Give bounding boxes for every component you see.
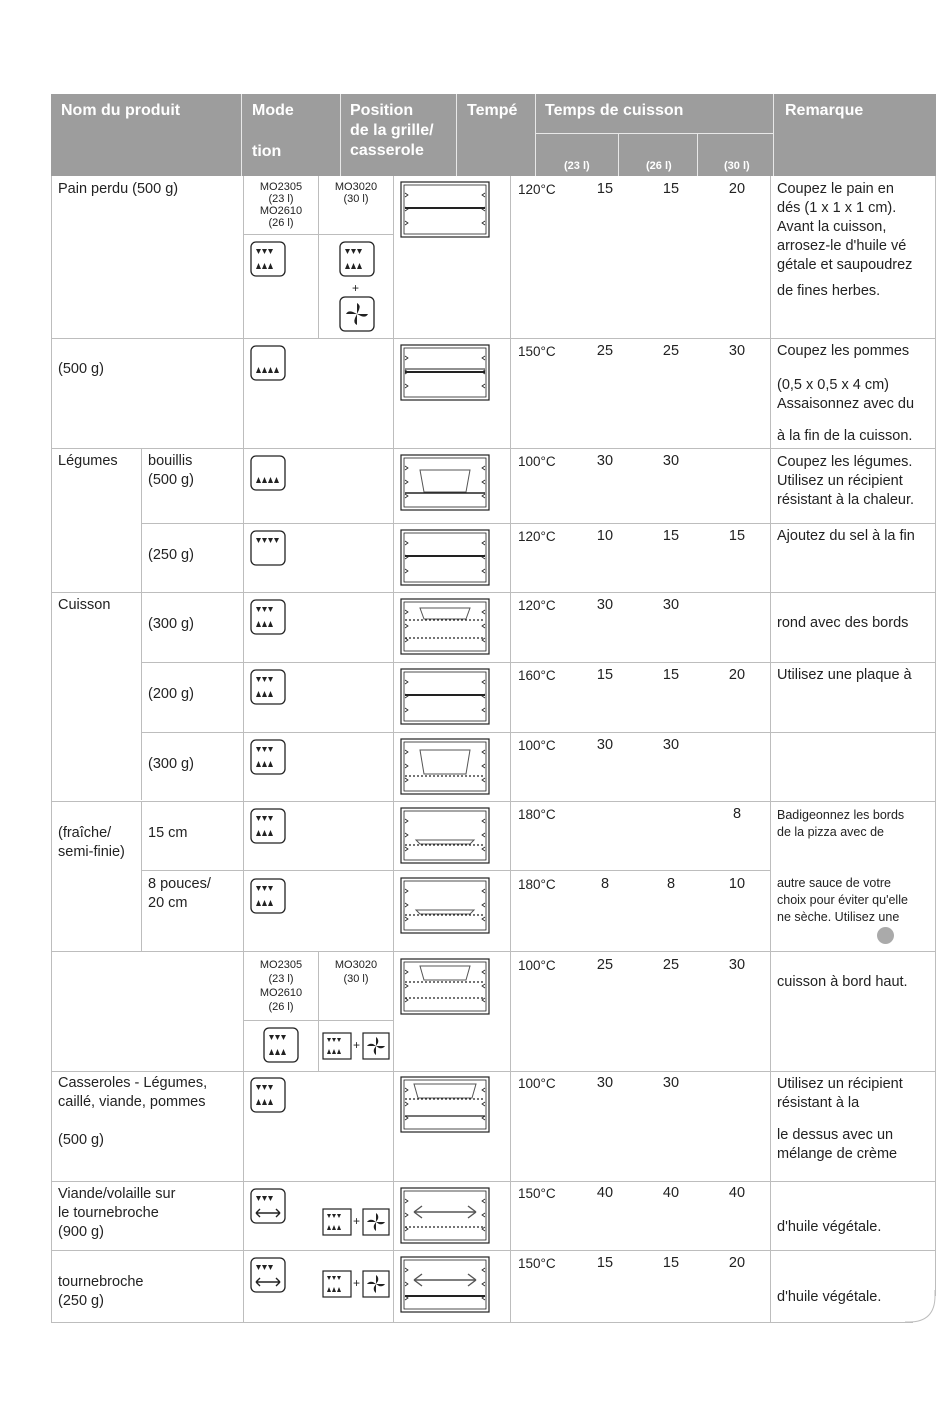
oven-dish-icon [400,454,490,511]
row13-time-30: 20 [728,1255,746,1271]
header-divider [241,94,242,176]
header-mode-cont: tion [252,143,282,160]
oven-dish-icon [400,1076,490,1133]
row10-time-30: 30 [728,957,746,973]
grill-top-bottom-icon [250,1077,286,1113]
row3-sub: bouillis (500 g) [148,453,194,488]
oven-dish-icon [400,738,490,795]
row12-temp: 150°C [518,1186,556,1201]
row12-time-26: 40 [662,1185,680,1201]
row9-remark: autre sauce de votre choix pour éviter qu'elle ne sèche. Utilisez une [777,876,908,924]
row9-time-26: 8 [666,876,676,892]
grill-top-bottom-icon [250,739,286,775]
row2-remark-end: à la fin de la cuisson. [777,428,913,444]
grill-top-bottom-icon [250,669,286,705]
grill-bottom-icon [250,455,286,491]
header-divider [535,94,536,176]
row6-time-23: 15 [596,667,614,683]
row5-remark: rond avec des bords [777,615,909,631]
row1-time-26: 15 [662,181,680,197]
row13-time-26: 15 [662,1255,680,1271]
row12-remark: d'huile végétale. [777,1219,882,1235]
row3-time-26: 30 [662,453,680,469]
fan-icon [362,1032,390,1060]
row13-product: tournebroche (250 g) [58,1274,144,1309]
row11-temp: 100°C [518,1076,556,1091]
row1-time-23: 15 [596,181,614,197]
row4-time-23: 10 [596,528,614,544]
page-marker-dot [877,927,894,944]
oven-dish-icon [400,958,490,1015]
plus-sign: + [352,281,360,295]
header-size-23: (23 l) [564,160,590,172]
row11-remark: Utilisez un récipient résistant à la [777,1076,903,1111]
header-divider [618,134,619,176]
row5-sub: (300 g) [148,616,194,632]
header-divider [773,94,774,176]
row1-product: Pain perdu (500 g) [58,181,179,197]
row10-temp: 100°C [518,958,556,973]
header-divider [456,94,457,176]
row11-time-23: 30 [596,1075,614,1091]
header-divider [340,94,341,176]
row11-product: Casseroles - Légumes, caillé, viande, pommes [58,1075,208,1110]
header-temp: Tempé [467,102,518,119]
row8-time-30: 8 [732,806,742,822]
grill-top-bottom-icon [250,599,286,635]
row11-remark-cont: le dessus avec un mélange de crème [777,1127,898,1162]
header-position: Position de la grille/ casserole [350,102,434,159]
fan-icon [339,296,375,332]
row10-time-23: 25 [596,957,614,973]
row5-time-26: 30 [662,597,680,613]
oven-rack-top-icon [400,529,490,586]
grill-top-bottom-icon [250,808,286,844]
row1-remark: Coupez le pain en dés (1 x 1 x 1 cm). Avant la cuisson, arrosez-le d'huile vé gétale et saupoudrez [777,181,913,273]
row6-temp: 160°C [518,668,556,683]
row2-product: (500 g) [58,361,104,377]
row13-remark: d'huile végétale. [777,1289,882,1305]
row1-time-30: 20 [728,181,746,197]
row5-temp: 120°C [518,598,556,613]
row4-temp: 120°C [518,529,556,544]
oven-rotisserie-icon [400,1187,490,1244]
grill-top-bottom-icon [263,1027,299,1063]
row10-model-a: MO2305 (23 l) MO2610 (26 l) [259,959,303,1013]
grill-rotisserie-icon [250,1257,286,1293]
row8-product: (fraîche/ semi-finie) [58,825,125,860]
row1-remark-cont: de fines herbes. [777,283,881,299]
oven-dish-icon [400,598,490,655]
oven-rack-middle-icon [400,668,490,725]
row10-remark: cuisson à bord haut. [777,974,908,990]
row10-time-26: 25 [662,957,680,973]
row8-sub: 15 cm [148,825,188,841]
oven-pizza-icon [400,877,490,934]
row4-time-30: 15 [728,528,746,544]
row2-time-30: 30 [728,343,746,359]
row2-time-26: 25 [662,343,680,359]
grill-bottom-icon [250,345,286,381]
grill-top-bottom-icon [322,1208,352,1236]
row3-temp: 100°C [518,454,556,469]
row13-temp: 150°C [518,1256,556,1271]
row3-remark: Coupez les légumes. Utilisez un récipient résistant à la chaleur. [777,454,915,508]
header-divider [697,134,698,176]
header-remark: Remarque [785,102,864,119]
grill-top-bottom-icon [339,241,375,277]
header-divider [535,133,773,134]
grill-top-bottom-icon [250,878,286,914]
oven-rack-middle-icon [400,344,490,401]
row7-time-23: 30 [596,737,614,753]
header-time: Temps de cuisson [545,102,684,119]
grill-top-bottom-icon [322,1270,352,1298]
header-size-30: (30 l) [724,160,750,172]
row5-product: Cuisson [58,597,111,613]
row9-time-23: 8 [600,876,610,892]
row12-time-30: 40 [728,1185,746,1201]
row2-remark-cont: (0,5 x 0,5 x 4 cm) Assaisonnez avec du [777,377,915,412]
row4-sub: (250 g) [148,547,194,563]
row4-remark: Ajoutez du sel à la fin [777,528,915,544]
row9-sub: 8 pouces/ 20 cm [148,876,211,911]
fan-icon [362,1208,390,1236]
plus-sign: + [353,1214,361,1228]
row3-product: Légumes [58,453,118,469]
row5-time-23: 30 [596,597,614,613]
row10-model-b: MO3020 (30 l) [334,959,378,985]
row1-temp: 120°C [518,182,556,197]
grill-rotisserie-icon [250,1188,286,1224]
row7-temp: 100°C [518,738,556,753]
header-mode: Mode [252,102,294,119]
row1-model-b: MO3020 (30 l) [334,181,378,205]
grill-top-icon [250,530,286,566]
row9-temp: 180°C [518,877,556,892]
grill-top-bottom-icon [250,241,286,277]
row6-time-30: 20 [728,667,746,683]
row7-time-26: 30 [662,737,680,753]
row2-time-23: 25 [596,343,614,359]
oven-pizza-icon [400,807,490,864]
plus-sign: + [353,1038,361,1052]
row2-remark: Coupez les pommes [777,343,910,359]
grill-top-bottom-icon [322,1032,352,1060]
header-product: Nom du produit [61,102,181,119]
oven-rotisserie-icon [400,1256,490,1313]
row11-weight: (500 g) [58,1132,104,1148]
row12-product: Viande/volaille sur le tournebroche (900 g) [58,1186,176,1240]
row1-model-a: MO2305 (23 l) MO2610 (26 l) [259,181,303,229]
row9-time-30: 10 [728,876,746,892]
row13-time-23: 15 [596,1255,614,1271]
plus-sign: + [353,1276,361,1290]
row8-remark: Badigeonnez les bords de la pizza avec de [777,808,905,839]
row2-temp: 150°C [518,344,556,359]
row12-time-23: 40 [596,1185,614,1201]
row6-time-26: 15 [662,667,680,683]
row4-time-26: 15 [662,528,680,544]
fan-icon [362,1270,390,1298]
header-size-26: (26 l) [646,160,672,172]
row6-remark: Utilisez une plaque à [777,667,912,683]
oven-rack-top-icon [400,181,490,238]
row6-sub: (200 g) [148,686,194,702]
row7-sub: (300 g) [148,756,194,772]
row3-time-23: 30 [596,453,614,469]
row8-temp: 180°C [518,807,556,822]
row11-time-26: 30 [662,1075,680,1091]
